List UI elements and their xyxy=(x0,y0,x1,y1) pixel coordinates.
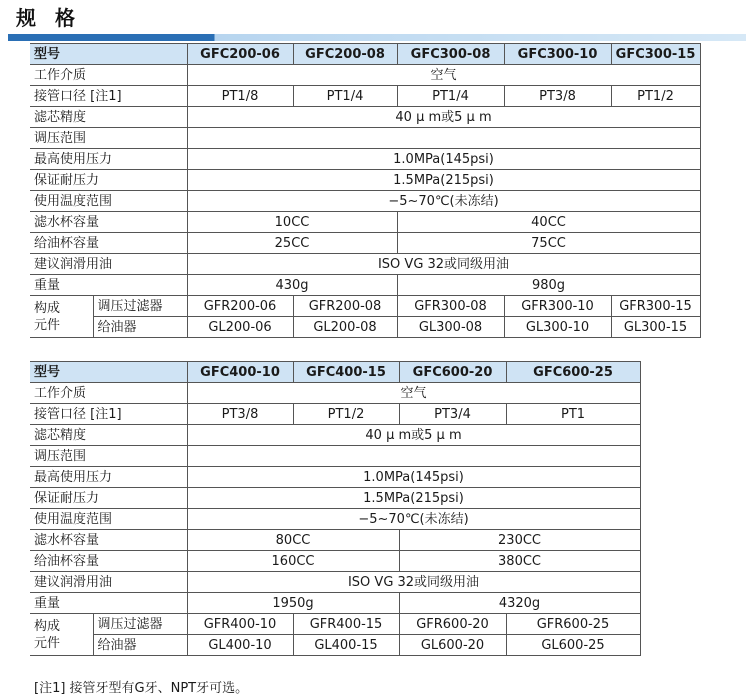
table-row xyxy=(30,467,640,488)
value-cell: 80CC xyxy=(187,530,399,551)
value-cell: 75CC xyxy=(397,233,700,254)
row-label: 最高使用压力 xyxy=(30,149,187,170)
value-cell: GFR300-10 xyxy=(504,296,611,317)
value-cell: GL400-15 xyxy=(293,635,399,656)
table-row xyxy=(30,383,640,404)
row-label: 工作介质 xyxy=(30,65,187,86)
table-row xyxy=(30,593,640,614)
table-row xyxy=(30,149,700,170)
value-cell: PT3/4 xyxy=(399,404,506,425)
row-label: 保证耐压力 xyxy=(30,170,187,191)
value-cell: GFR400-15 xyxy=(293,614,399,635)
row-label: 保证耐压力 xyxy=(30,488,187,509)
row-label: 滤芯精度 xyxy=(30,425,187,446)
table-row xyxy=(30,572,640,593)
value-cell: GFR200-08 xyxy=(293,296,397,317)
value-cell: PT1/2 xyxy=(611,86,700,107)
value-cell: 160CC xyxy=(187,551,399,572)
table-row xyxy=(30,86,700,107)
model-cell: GFC600-25 xyxy=(506,362,640,383)
row-label: 最高使用压力 xyxy=(30,467,187,488)
spec-table-1 xyxy=(30,43,701,338)
value-cell: −5~70℃(未冻结) xyxy=(187,509,640,530)
component-group-label: 构成元件 xyxy=(30,296,93,338)
model-cell: GFC200-06 xyxy=(187,44,293,65)
row-label: 建议润滑用油 xyxy=(30,254,187,275)
row-sublabel: 给油器 xyxy=(93,635,187,656)
value-cell: 40CC xyxy=(397,212,700,233)
value-cell: 1.5MPa(215psi) xyxy=(187,488,640,509)
table-row xyxy=(30,635,640,656)
table-row xyxy=(30,170,700,191)
value-cell: 40 μ m或5 μ m xyxy=(187,107,700,128)
value-cell: −5~70℃(未冻结) xyxy=(187,191,700,212)
value-cell: PT3/8 xyxy=(187,404,293,425)
row-label: 给油杯容量 xyxy=(30,233,187,254)
value-cell: GFR600-25 xyxy=(506,614,640,635)
value-cell: 10CC xyxy=(187,212,397,233)
table-row xyxy=(30,65,700,86)
model-cell: GFC400-10 xyxy=(187,362,293,383)
value-cell: ISO VG 32或同级用油 xyxy=(187,254,700,275)
row-label: 重量 xyxy=(30,275,187,296)
table-row xyxy=(30,614,640,635)
value-cell: 4320g xyxy=(399,593,640,614)
row-label: 重量 xyxy=(30,593,187,614)
row-label: 工作介质 xyxy=(30,383,187,404)
table-row xyxy=(30,317,700,338)
value-cell: 25CC xyxy=(187,233,397,254)
table-row xyxy=(30,296,700,317)
table-row xyxy=(30,191,700,212)
value-cell: 430g xyxy=(187,275,397,296)
value-cell: 1.0MPa(145psi) xyxy=(187,149,700,170)
value-cell: 1.5MPa(215psi) xyxy=(187,170,700,191)
value-cell: GFR300-15 xyxy=(611,296,700,317)
value-cell xyxy=(187,446,640,467)
value-cell: GL600-25 xyxy=(506,635,640,656)
row-label: 接管口径 [注1] xyxy=(30,86,187,107)
table-row xyxy=(30,509,640,530)
value-cell: GL600-20 xyxy=(399,635,506,656)
row-label: 滤水杯容量 xyxy=(30,212,187,233)
table-row xyxy=(30,530,640,551)
value-cell xyxy=(187,128,700,149)
row-sublabel: 调压过滤器 xyxy=(93,296,187,317)
row-sublabel: 给油器 xyxy=(93,317,187,338)
table-row xyxy=(30,488,640,509)
model-cell: GFC400-15 xyxy=(293,362,399,383)
table-row xyxy=(30,446,640,467)
value-cell: GFR400-10 xyxy=(187,614,293,635)
model-label: 型号 xyxy=(30,362,187,383)
value-cell: GL300-10 xyxy=(504,317,611,338)
value-cell: GFR200-06 xyxy=(187,296,293,317)
title-underline-bar xyxy=(8,34,746,41)
value-cell: GL300-15 xyxy=(611,317,700,338)
value-cell: PT1/8 xyxy=(187,86,293,107)
component-group-label: 构成元件 xyxy=(30,614,93,656)
model-cell: GFC300-08 xyxy=(397,44,504,65)
table-row xyxy=(30,551,640,572)
value-cell: GL400-10 xyxy=(187,635,293,656)
table-row xyxy=(30,44,700,65)
value-cell: ISO VG 32或同级用油 xyxy=(187,572,640,593)
value-cell: 230CC xyxy=(399,530,640,551)
row-label: 滤芯精度 xyxy=(30,107,187,128)
row-label: 建议润滑用油 xyxy=(30,572,187,593)
value-cell: GL200-06 xyxy=(187,317,293,338)
model-cell: GFC300-15 xyxy=(611,44,700,65)
value-cell: GFR600-20 xyxy=(399,614,506,635)
model-cell: GFC600-20 xyxy=(399,362,506,383)
value-cell: GFR300-08 xyxy=(397,296,504,317)
spec-table-2 xyxy=(30,361,641,656)
table-row xyxy=(30,212,700,233)
value-cell: 空气 xyxy=(187,65,700,86)
table-row xyxy=(30,233,700,254)
table-row xyxy=(30,254,700,275)
value-cell: PT1/4 xyxy=(293,86,397,107)
model-cell: GFC200-08 xyxy=(293,44,397,65)
value-cell: 1.0MPa(145psi) xyxy=(187,467,640,488)
footnote: [注1] 接管牙型有G牙、NPT牙可选。 xyxy=(34,681,249,696)
table-row xyxy=(30,425,640,446)
model-label: 型号 xyxy=(30,44,187,65)
table-row xyxy=(30,128,700,149)
page-title: 规 格 xyxy=(16,6,81,30)
row-label: 调压范围 xyxy=(30,446,187,467)
row-sublabel: 调压过滤器 xyxy=(93,614,187,635)
value-cell: 980g xyxy=(397,275,700,296)
row-label: 滤水杯容量 xyxy=(30,530,187,551)
row-label: 给油杯容量 xyxy=(30,551,187,572)
value-cell: PT3/8 xyxy=(504,86,611,107)
value-cell: 40 μ m或5 μ m xyxy=(187,425,640,446)
table-row xyxy=(30,404,640,425)
table-row xyxy=(30,362,640,383)
value-cell: GL200-08 xyxy=(293,317,397,338)
value-cell: 空气 xyxy=(187,383,640,404)
value-cell: 380CC xyxy=(399,551,640,572)
table-row xyxy=(30,275,700,296)
row-label: 使用温度范围 xyxy=(30,191,187,212)
value-cell: PT1/4 xyxy=(397,86,504,107)
row-label: 使用温度范围 xyxy=(30,509,187,530)
value-cell: PT1/2 xyxy=(293,404,399,425)
value-cell: GL300-08 xyxy=(397,317,504,338)
row-label: 接管口径 [注1] xyxy=(30,404,187,425)
row-label: 调压范围 xyxy=(30,128,187,149)
table-row xyxy=(30,107,700,128)
value-cell: PT1 xyxy=(506,404,640,425)
model-cell: GFC300-10 xyxy=(504,44,611,65)
value-cell: 1950g xyxy=(187,593,399,614)
